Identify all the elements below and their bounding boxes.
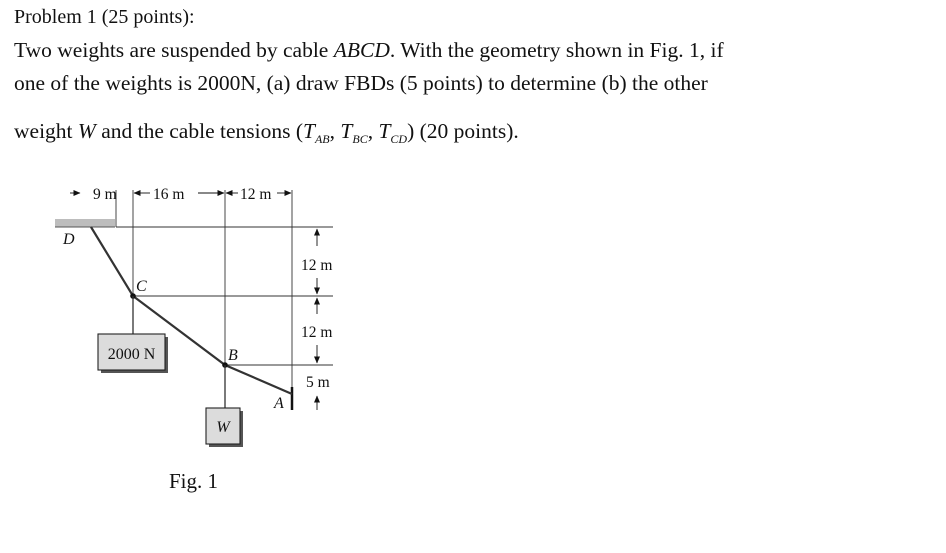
- dim-12-upper-label: 12 m: [301, 257, 333, 274]
- problem-line-2: one of the weights is 2000N, (a) draw FBDs (5 points) to determine (b) the other: [14, 71, 708, 95]
- line1-text-b: . With the geometry shown in Fig. 1, if: [389, 38, 724, 62]
- tension-bc-symbol: T: [340, 119, 353, 143]
- problem-heading: Problem 1 (25 points):: [14, 6, 195, 28]
- point-a-label: A: [274, 395, 284, 412]
- tension-cd-symbol: T: [378, 119, 391, 143]
- separator-2: ,: [367, 119, 379, 143]
- dim-9-label: 9 m: [93, 186, 117, 203]
- tension-bc-subscript: BC: [352, 132, 368, 146]
- weight-w-label: W: [216, 419, 230, 436]
- dim-12-lower-label: 12 m: [301, 324, 333, 341]
- weight-symbol: W: [77, 119, 96, 143]
- point-b-label: B: [228, 347, 238, 364]
- line3-text-b: and the cable tensions (: [95, 119, 303, 143]
- cable-name: ABCD: [333, 38, 390, 62]
- separator-1: ,: [329, 119, 341, 143]
- tension-ab-symbol: T: [303, 119, 315, 143]
- figure-caption: Fig. 1: [169, 469, 219, 493]
- tension-ab-subscript: AB: [314, 132, 330, 146]
- tension-cd-subscript: CD: [390, 132, 408, 146]
- weight-2000n-label: 2000 N: [107, 346, 156, 363]
- dim-5-label: 5 m: [306, 374, 330, 391]
- point-c-label: C: [136, 278, 147, 295]
- line3-text-a: weight: [14, 119, 78, 143]
- ceiling-support: [55, 219, 115, 227]
- line3-text-c: ) (20 points).: [407, 119, 519, 143]
- dim-16-label: 16 m: [153, 186, 185, 203]
- line1-text-a: Two weights are suspended by cable: [14, 38, 334, 62]
- point-d-label: D: [63, 231, 75, 248]
- dim-12-top-label: 12 m: [240, 186, 272, 203]
